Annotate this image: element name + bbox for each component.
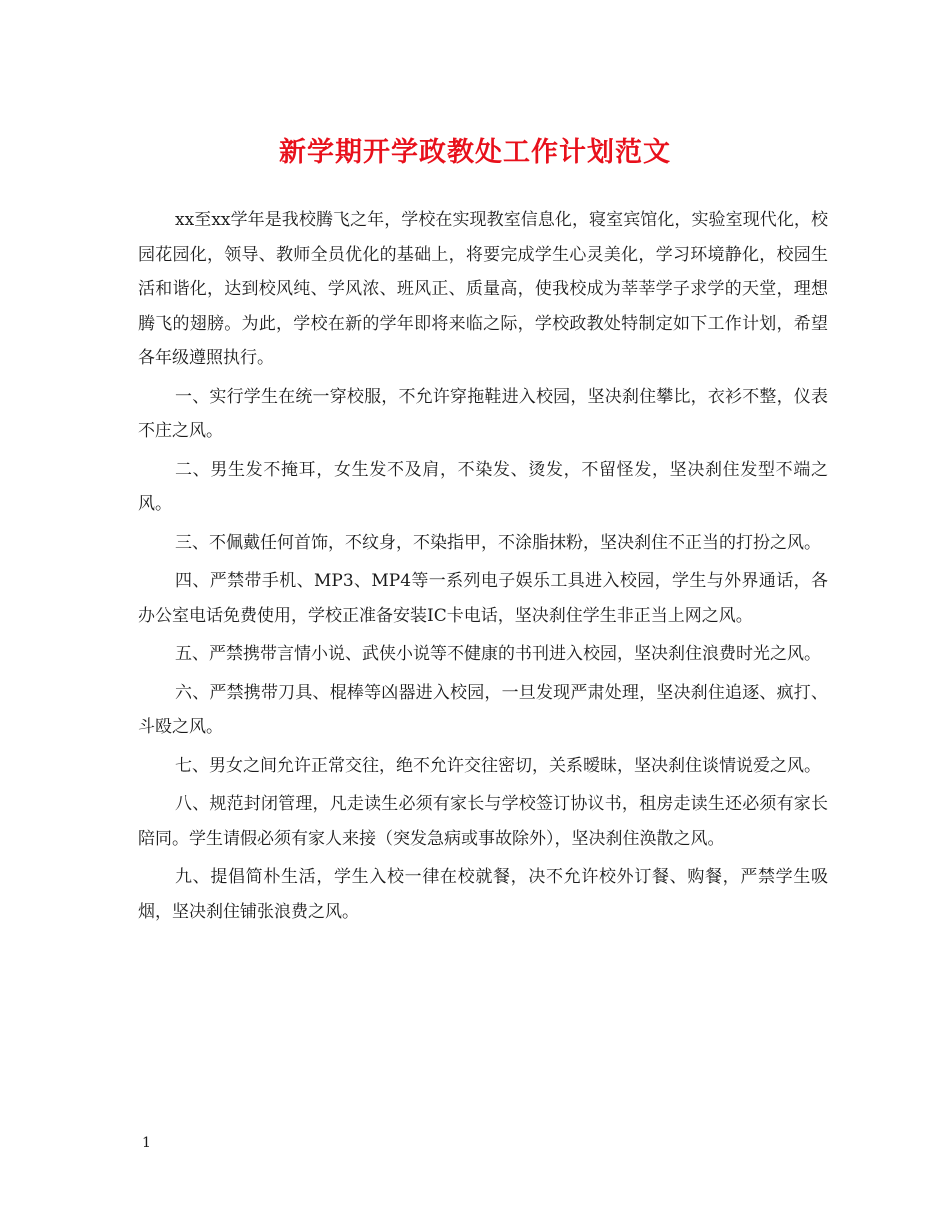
rule-paragraph-1: 一、实行学生在统一穿校服，不允许穿拖鞋进入校园，坚决刹住攀比，衣衫不整，仪表不庄之风。 — [138, 386, 828, 441]
rule-paragraph-8: 八、规范封闭管理，凡走读生必须有家长与学校签订协议书，租房走读生还必须有家长陪同。学生请假必须有家人来接（突发急病或事故除外），坚决刹住涣散之风。 — [138, 794, 828, 849]
document-body — [138, 203, 828, 933]
rule-paragraph-4: 四、严禁带手机、MP3、MP4等一系列电子娱乐工具进入校园，学生与外界通话，各办公室电话免费使用，学校正准备安装IC卡电话，坚决刹住学生非正当上网之风。 — [138, 571, 828, 626]
document-title: 新学期开学政教处工作计划范文 — [279, 137, 671, 168]
page-number: 1 — [142, 1135, 151, 1151]
rule-paragraph-3: 三、不佩戴任何首饰，不纹身，不染指甲，不涂脂抹粉，坚决刹住不正当的打扮之风。 — [175, 532, 821, 553]
rule-paragraph-5: 五、严禁携带言情小说、武侠小说等不健康的书刊进入校园，坚决刹住浪费时光之风。 — [175, 644, 821, 664]
rule-paragraph-6: 六、严禁携带刀具、棍棒等凶器进入校园，一旦发现严肃处理，坚决刹住追逐、疯打、斗殴之风。 — [138, 682, 828, 737]
rule-paragraph-7: 七、男女之间允许正常交往，绝不允许交往密切，关系暧昧，坚决刹住谈情说爱之风。 — [175, 755, 821, 776]
rule-paragraph-9: 九、提倡简朴生活，学生入校一律在校就餐，决不允许校外订餐、购餐，严禁学生吸烟，坚决刹住铺张浪费之风。 — [138, 867, 828, 922]
rule-paragraph-2: 二、男生发不掩耳，女生发不及肩，不染发、烫发，不留怪发，坚决刹住发型不端之风。 — [138, 459, 828, 514]
intro-paragraph: xx至xx学年是我校腾飞之年，学校在实现教室信息化，寝室宾馆化，实验室现代化，校园花园化，领导、教师全员优化的基础上，将要完成学生心灵美化，学习环境静化，校园生活和谐化，达到校风纯、学风浓、班风正、质量高，使我校成为莘莘学子求学的天堂，理想腾飞的翅膀。为此，学校在新的学年即将来临之际，学校政教处特制定如下工作计划，希望各年级遵照执行。 — [138, 210, 828, 368]
